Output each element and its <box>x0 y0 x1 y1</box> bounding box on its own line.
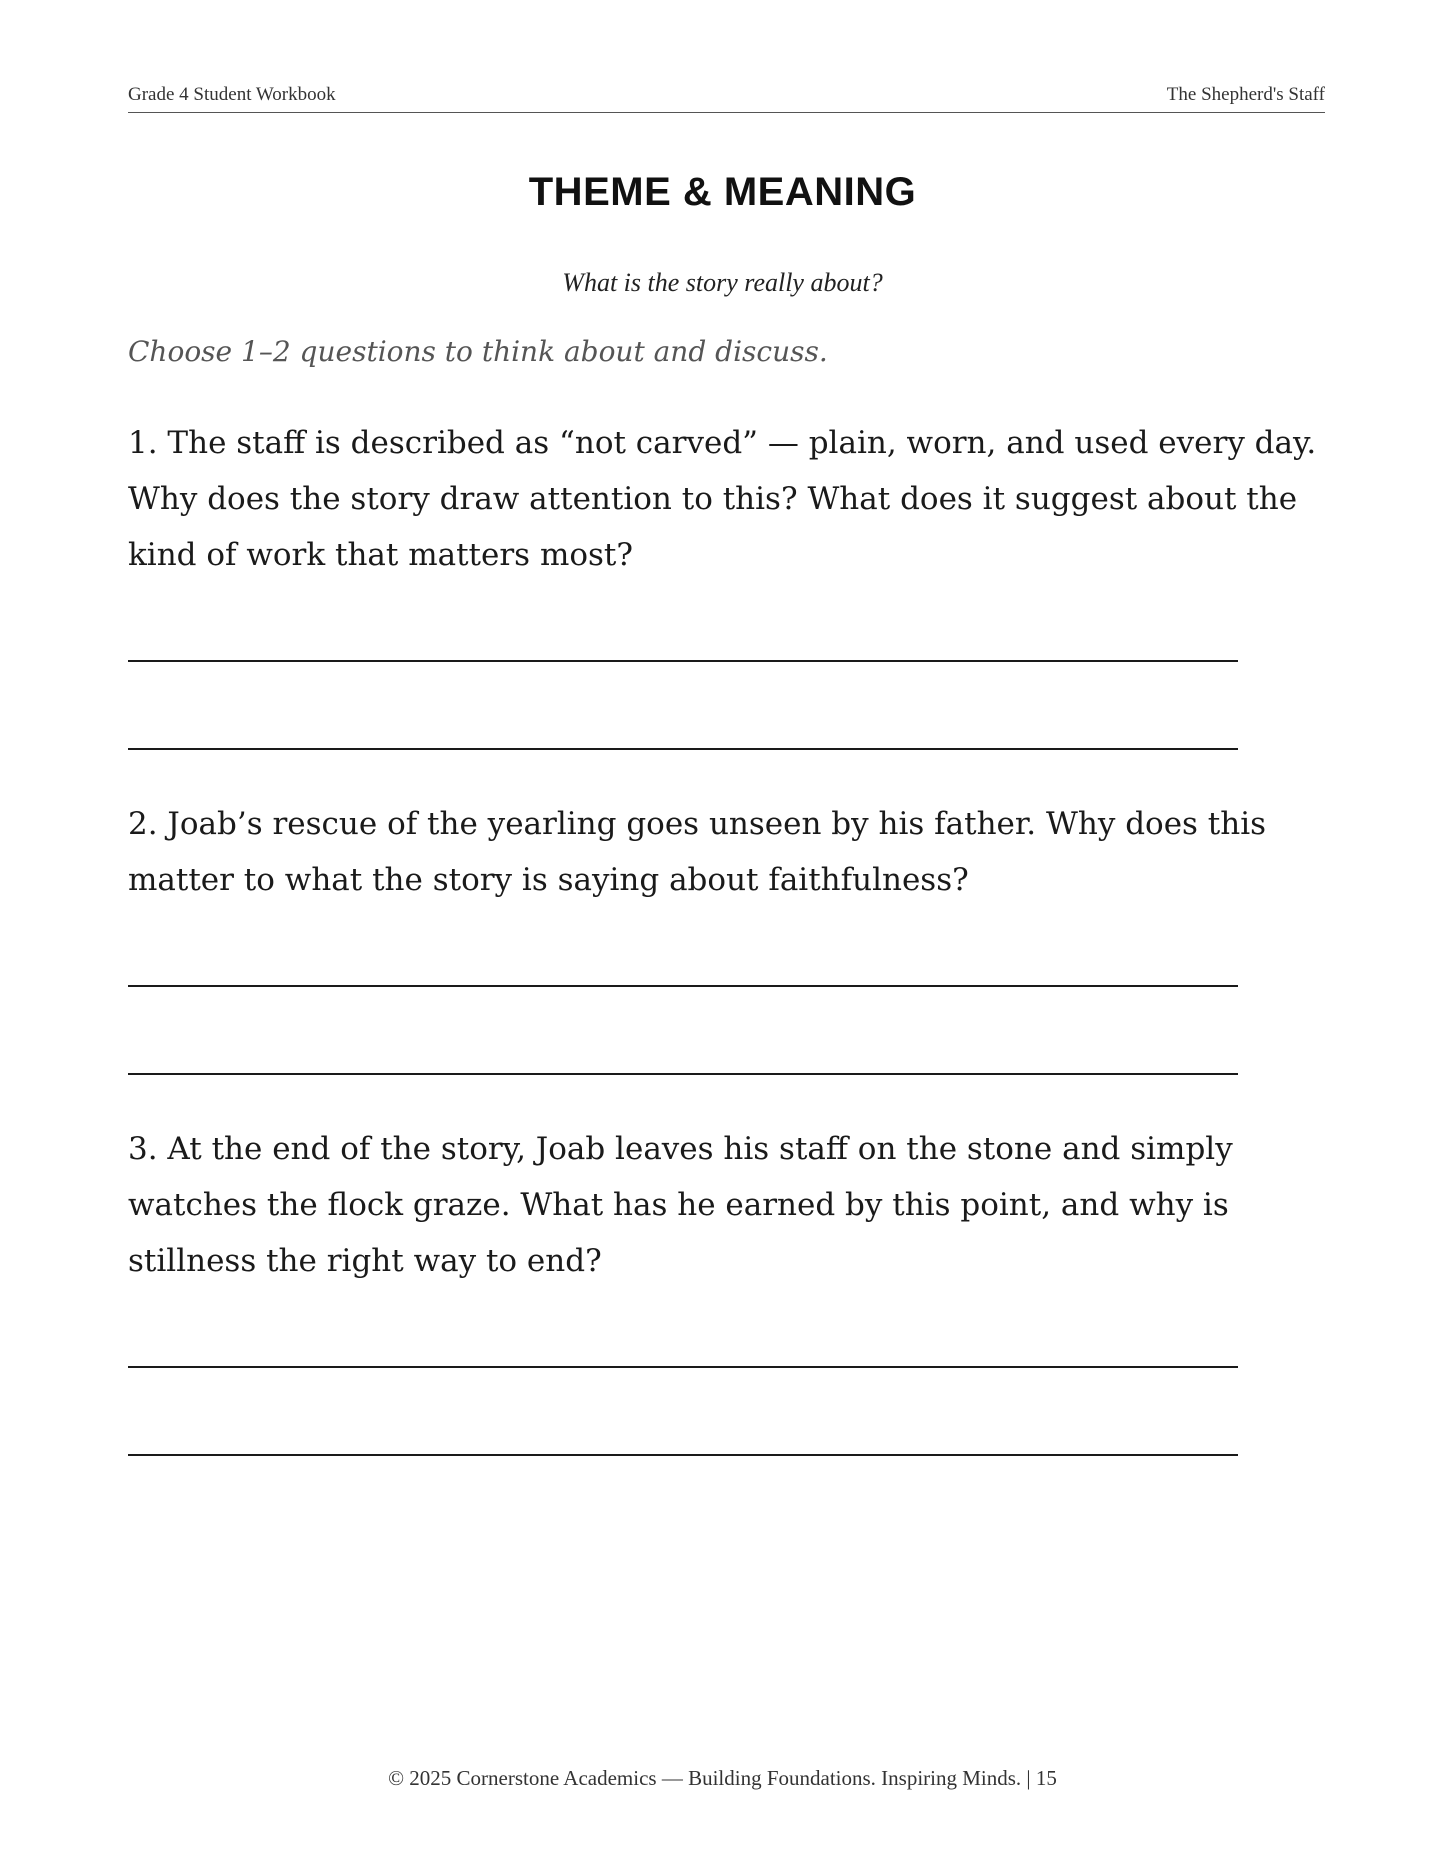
question-1: 1. The staff is described as “not carved” — plain, worn, and used every day. Why does the story draw attention to this? What does it suggest about the kind of work that matters most? <box>128 425 1317 573</box>
answer-line-2b[interactable] <box>128 1073 1238 1075</box>
instructions: Choose 1–2 questions to think about and discuss. <box>128 335 828 368</box>
page-subtitle: What is the story really about? <box>562 268 883 297</box>
page-title: THEME & MEANING <box>528 170 917 214</box>
answer-line-1b[interactable] <box>128 748 1238 750</box>
answer-line-2a[interactable] <box>128 985 1238 987</box>
answer-line-1a[interactable] <box>128 660 1238 662</box>
page-header <box>128 84 1325 113</box>
answer-line-3b[interactable] <box>128 1454 1238 1456</box>
answer-line-3a[interactable] <box>128 1366 1238 1368</box>
header-workbook-label: Grade 4 Student Workbook <box>128 84 336 105</box>
page-footer: © 2025 Cornerstone Academics — Building Foundations. Inspiring Minds. | 15 <box>388 1766 1057 1790</box>
header-story-title: The Shepherd's Staff <box>1166 84 1325 105</box>
question-3: 3. At the end of the story, Joab leaves his staff on the stone and simply watches the flock graze. What has he earned by this point, and why is stillness the right way to end? <box>128 1131 1233 1279</box>
question-2: 2. Joab’s rescue of the yearling goes unseen by his father. Why does this matter to what the story is saying about faithfulness? <box>128 806 1267 898</box>
